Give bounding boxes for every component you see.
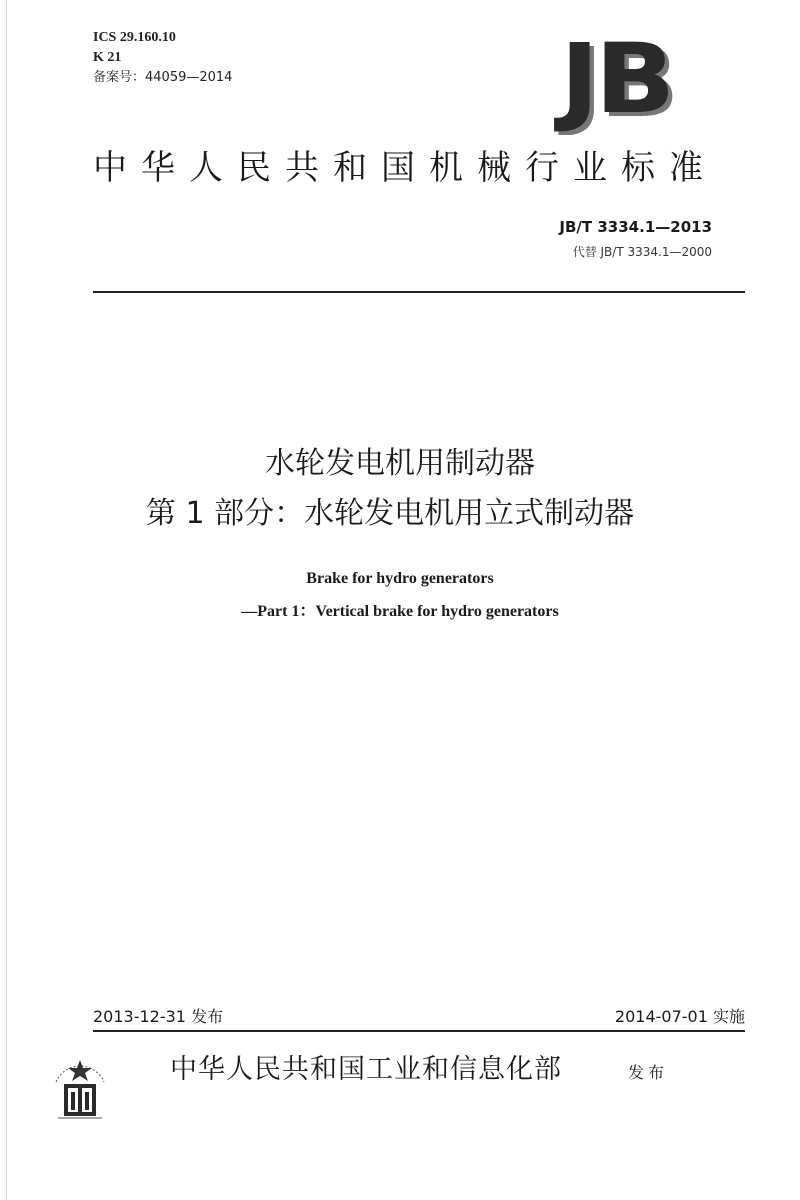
class-code: K 21 [93,50,122,65]
english-title-line-2: —Part 1：Vertical brake for hydro generators [241,603,559,620]
ministry-seal-icon [48,1052,112,1124]
filing-number: 备案号：44059—2014 [93,70,233,85]
replaces-standard: 代替 JB/T 3334.1—2000 [572,245,712,259]
top-divider [93,291,745,293]
chinese-title-line-2: 第 1 部分：水轮发电机用立式制动器 [145,496,635,531]
chinese-title-line-1: 水轮发电机用制动器 [265,446,535,481]
publish-date: 2013-12-31 发布 [93,1007,224,1026]
english-title-line-1: Brake for hydro generators [306,570,494,587]
implement-date: 2014-07-01 实施 [614,1007,745,1026]
standard-number: JB/T 3334.1—2013 [559,218,712,236]
classification-block [93,28,232,88]
jb-logo: JB [560,23,671,135]
standard-category-title: 中华人民共和国机械行业标准 [93,148,717,188]
bottom-divider [93,1030,745,1032]
issuing-authority: 中华人民共和国工业和信息化部 [170,1054,562,1085]
ics-code: ICS 29.160.10 [93,30,176,45]
issuing-label: 发布 [628,1063,669,1082]
